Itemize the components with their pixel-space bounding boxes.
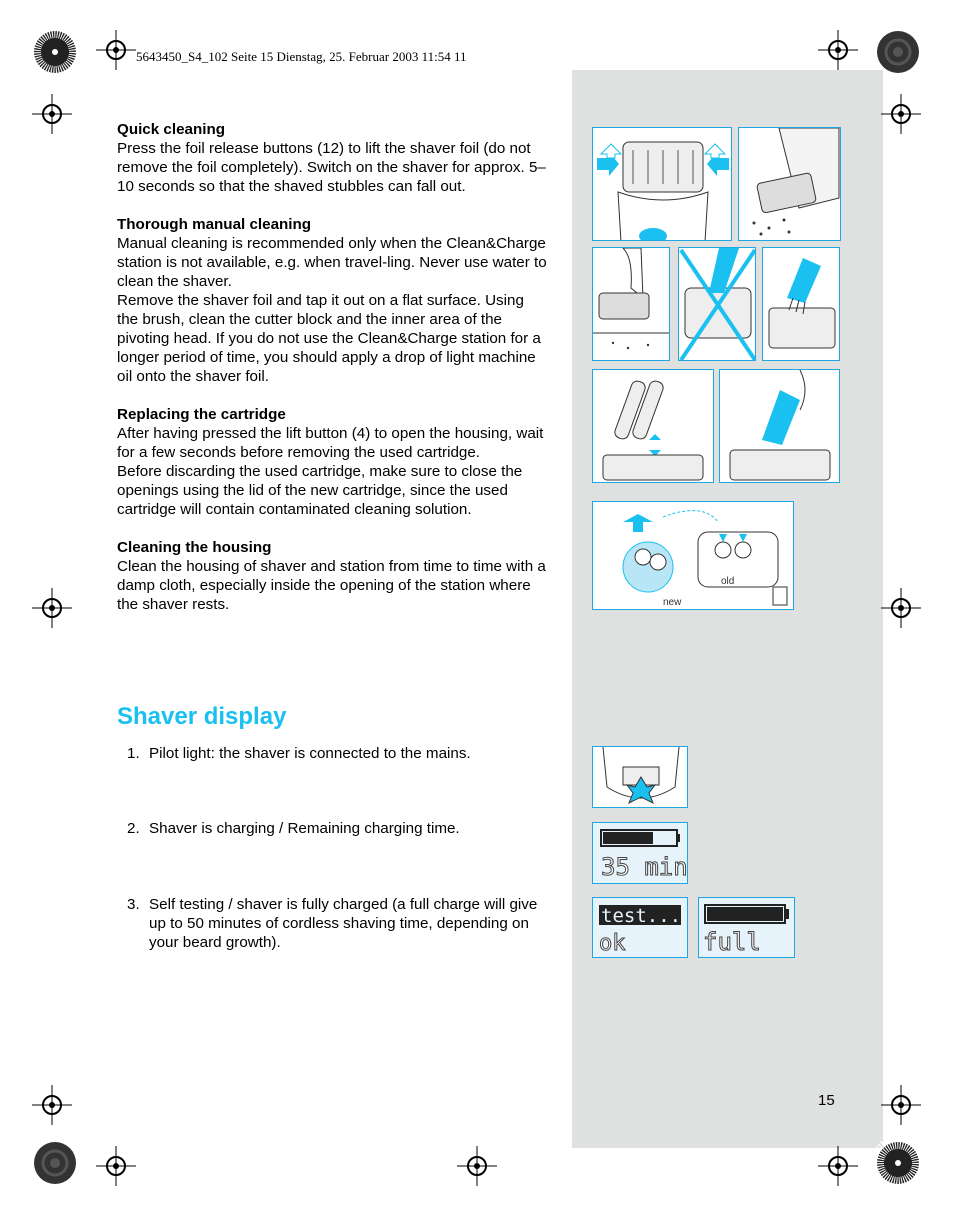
list-number: 2.	[127, 820, 140, 837]
lcd-full-text: full	[703, 928, 761, 956]
registration-mark-icon	[96, 30, 136, 70]
figure-brush-head	[719, 369, 840, 483]
registration-mark-icon	[881, 1085, 921, 1125]
display-list-item	[127, 895, 547, 952]
list-number: 1.	[127, 745, 140, 762]
figure-cutter-block	[592, 369, 714, 483]
lcd-full-svg	[699, 898, 794, 957]
lcd-ok-text: ok	[599, 931, 626, 956]
figure-brush-cutter	[762, 247, 840, 361]
registration-mark-icon	[818, 1146, 858, 1186]
section-body: Press the foil release buttons (12) to lift the shaver foil (do not remove the foil completely). Switch on the shaver for approx. 5–10 seconds so that the shaved stubbles can fall out.	[117, 140, 546, 195]
registration-mark-icon	[32, 94, 72, 134]
lcd-full-display	[698, 897, 795, 958]
cartridge-new-label: new	[663, 597, 682, 608]
figure-stubbles-fall	[738, 127, 841, 241]
figure-pilot-light	[592, 746, 688, 808]
section-quick-cleaning	[117, 120, 547, 196]
lcd-charging-time: 35 min	[601, 853, 687, 881]
section-manual-cleaning	[117, 215, 547, 386]
section-heading: Replacing the cartridge	[117, 406, 286, 423]
figure-foil-release	[592, 127, 732, 241]
registration-mark-icon	[32, 588, 72, 628]
display-list-item	[127, 744, 547, 763]
figure-tap-foil	[592, 247, 670, 361]
sunburst-mark-icon	[876, 1141, 920, 1185]
cartridge-illustration	[593, 502, 794, 610]
section-body: Manual cleaning is recommended only when the Clean&Charge station is not available, e.g. when travel-ling. Never use water to clean the shaver. Remove the shaver foil and tap it out on a flat surface. Using the brush, clean the cutter block and the inner area of the pivoting head. If you do not use the Clean&Charge station for a longer period of time, you should apply a drop of light machine oil onto the shaver foil.	[117, 235, 547, 385]
sunburst-mark-icon	[33, 30, 77, 74]
section-heading: Quick cleaning	[117, 121, 226, 138]
cutter-block-illustration	[593, 370, 714, 483]
shaver-foil-illustration	[593, 128, 732, 241]
section-heading: Thorough manual cleaning	[117, 216, 312, 233]
display-list-item	[127, 819, 547, 838]
section-cleaning-housing	[117, 538, 547, 614]
registration-mark-icon	[32, 1085, 72, 1125]
list-number: 3.	[127, 896, 140, 913]
registration-mark-icon	[96, 1146, 136, 1186]
section-body: After having pressed the lift button (4) to open the housing, wait for a few seconds before removing the used cartridge. Before discarding the used cartridge, make sure to close the openings using the lid of the new cartridge, since the used cartridge will contain contaminated cleaning solution.	[117, 425, 544, 518]
full-level-bar	[707, 907, 783, 921]
instructions-column	[117, 120, 547, 633]
section-replacing-cartridge	[117, 405, 547, 519]
lcd-test-text: test...	[601, 905, 682, 927]
pilot-light-illustration	[593, 747, 688, 808]
lcd-charging-display	[592, 822, 688, 884]
registration-mark-icon	[818, 30, 858, 70]
brush-cutter-illustration	[763, 248, 840, 361]
shaver-display-title: Shaver display	[117, 703, 287, 730]
cartridge-old-label: old	[721, 576, 735, 587]
registration-mark-icon	[881, 588, 921, 628]
figure-replace-cartridge	[592, 501, 794, 610]
lcd-test-svg	[593, 898, 687, 957]
page-number: 15	[818, 1092, 835, 1109]
charge-level-bar	[603, 832, 653, 844]
print-info-line: 5643450_S4_102 Seite 15 Dienstag, 25. Februar 2003 11:54 11	[136, 49, 467, 64]
registration-mark-icon	[457, 1146, 497, 1186]
brush-head-illustration	[720, 370, 840, 483]
list-text: Self testing / shaver is fully charged (a full charge will give up to 50 minutes of cordless shaving time, depending on your beard growth).	[149, 896, 538, 951]
list-text: Shaver is charging / Remaining charging time.	[149, 820, 460, 837]
section-heading: Cleaning the housing	[117, 539, 272, 556]
lcd-test-display	[592, 897, 688, 958]
crossed-out-brush-illustration	[679, 248, 756, 361]
registration-mark-icon	[881, 94, 921, 134]
figure-do-not-brush-foil	[678, 247, 756, 361]
shaver-tapping-illustration	[739, 128, 841, 241]
sunburst-mark-icon	[33, 1141, 77, 1185]
tap-foil-illustration	[593, 248, 670, 361]
sunburst-mark-icon	[876, 30, 920, 74]
list-text: Pilot light: the shaver is connected to the mains.	[149, 745, 471, 762]
section-body: Clean the housing of shaver and station from time to time with a damp cloth, especially inside the opening of the station where the shaver rests.	[117, 558, 546, 613]
lcd-charging-svg	[593, 823, 687, 883]
